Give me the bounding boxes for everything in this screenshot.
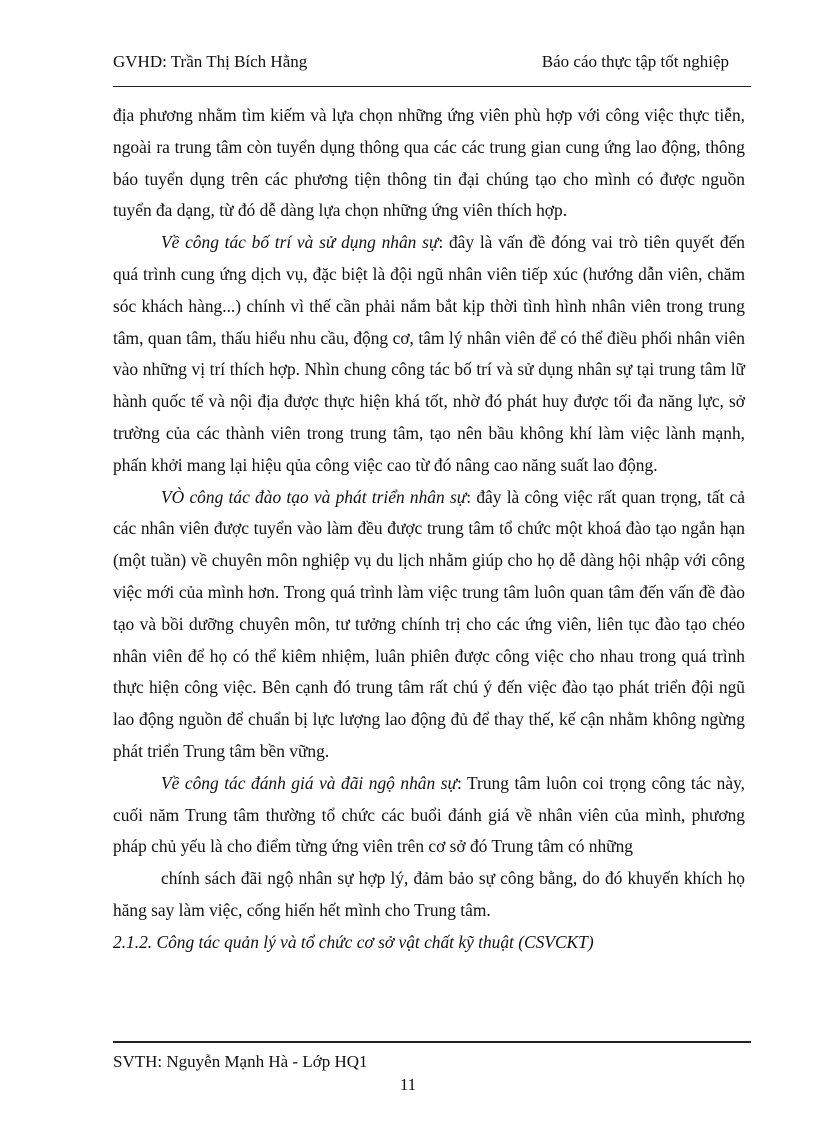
paragraph-recruitment: địa phương nhằm tìm kiếm và lựa chọn những ứng viên phù hợp với công việc thực tiễn, ngoài ra trung tâm còn tuyển dụng thông qua các các trung gian cung ứng lao động, thông báo tuyển dụng trên các phương tiện thông tin đại chúng tạo cho mình có được nguồn tuyển đa dạng, từ đó dễ dàng lựa chọn những ứng viên thích hợp.: [113, 105, 745, 221]
section-heading: 2.1.2. Công tác quản lý và tổ chức cơ sở vật chất kỹ thuật (CSVCKT): [113, 931, 594, 952]
paragraph-lead: Về công tác đánh giá và đãi ngộ nhân sự: [161, 772, 457, 793]
paragraph-text: : đây là vấn đề đóng vai trò tiên quyết đến quá trình cung ứng dịch vụ, đặc biệt là đội ngũ nhân viên tiếp xúc (hướng dẫn viên, chăm sóc khách hàng...) chính vì thế cần phải nắm bắt kịp thời tình hình nhân viên trong trung tâm, quan tâm, thấu hiểu nhu cầu, động cơ, tâm lý nhân viên để có thể điều phối nhân viên vào những vị trí thích hợp. Nhìn chung công tác bố trí và sử dụng nhân sự tại trung tâm lữ hành quốc tế và nội địa được thực hiện khá tốt, nhờ đó phát huy được tối đa năng lực, sở trường của các thành viên trong trung tâm, tạo nên bầu không khí làm việc lành mạnh, phấn khởi mang lại hiệu qủa công việc cao từ đó nâng cao năng suất lao động.: [113, 232, 745, 475]
paragraph-training: [113, 482, 745, 768]
supervisor-label: GVHD: Trần Thị Bích Hằng: [113, 52, 308, 71]
footer-rule: [113, 1041, 751, 1043]
paragraph-lead: VÒ công tác đào tạo và phát triển nhân sự: [161, 486, 467, 507]
report-title: Báo cáo thực tập tốt nghiệp: [541, 52, 729, 71]
document-body: [113, 100, 745, 959]
student-label: SVTH: Nguyễn Mạnh Hà - Lớp HQ1: [113, 1052, 368, 1071]
paragraph-lead: Về công tác bố trí và sử dụng nhân sự: [161, 232, 439, 253]
paragraph-text: : đây là công việc rất quan trọng, tất cả các nhân viên được tuyển vào làm đều được trung tâm tổ chức một khoá đào tạo ngắn hạn (một tuần) về chuyên môn nghiệp vụ du lịch nhằm giúp cho họ dễ dàng hội nhập với công việc mới của mình hơn. Trong quá trình làm việc trung tâm luôn quan tâm đến vấn đề đào tạo và bồi dưỡng chuyên môn, tư tưởng chính trị cho các ứng viên, liên tục đào tạo chéo nhân viên để họ có thể kiêm nhiệm, luân phiên được công việc cho nhau trong quá trình thực hiện công việc. Bên cạnh đó trung tâm rất chú ý đến việc đào tạo phát triển đội ngũ lao động nguồn để chuẩn bị lực lượng lao động đủ để thay thế, kế cận nhằm không ngừng phát triển Trung tâm bền vững.: [113, 486, 745, 761]
paragraph-compensation: chính sách đãi ngộ nhân sự hợp lý, đảm bảo sự công bằng, do đó khuyến khích họ hăng say làm việc, cống hiến hết mình cho Trung tâm.: [113, 868, 745, 920]
page-header: [113, 52, 733, 78]
paragraph-text: : Trung tâm luôn coi trọng công tác này, cuối năm Trung tâm thường tổ chức các buổi đánh giá về nhân viên của mình, phương pháp chủ yếu là cho điểm từng ứng viên trên cơ sở đó Trung tâm có những: [113, 772, 745, 857]
paragraph-staffing: [113, 227, 745, 481]
header-rule: [113, 86, 751, 87]
paragraph-evaluation: [113, 768, 745, 863]
page-number: 11: [399, 1075, 417, 1094]
